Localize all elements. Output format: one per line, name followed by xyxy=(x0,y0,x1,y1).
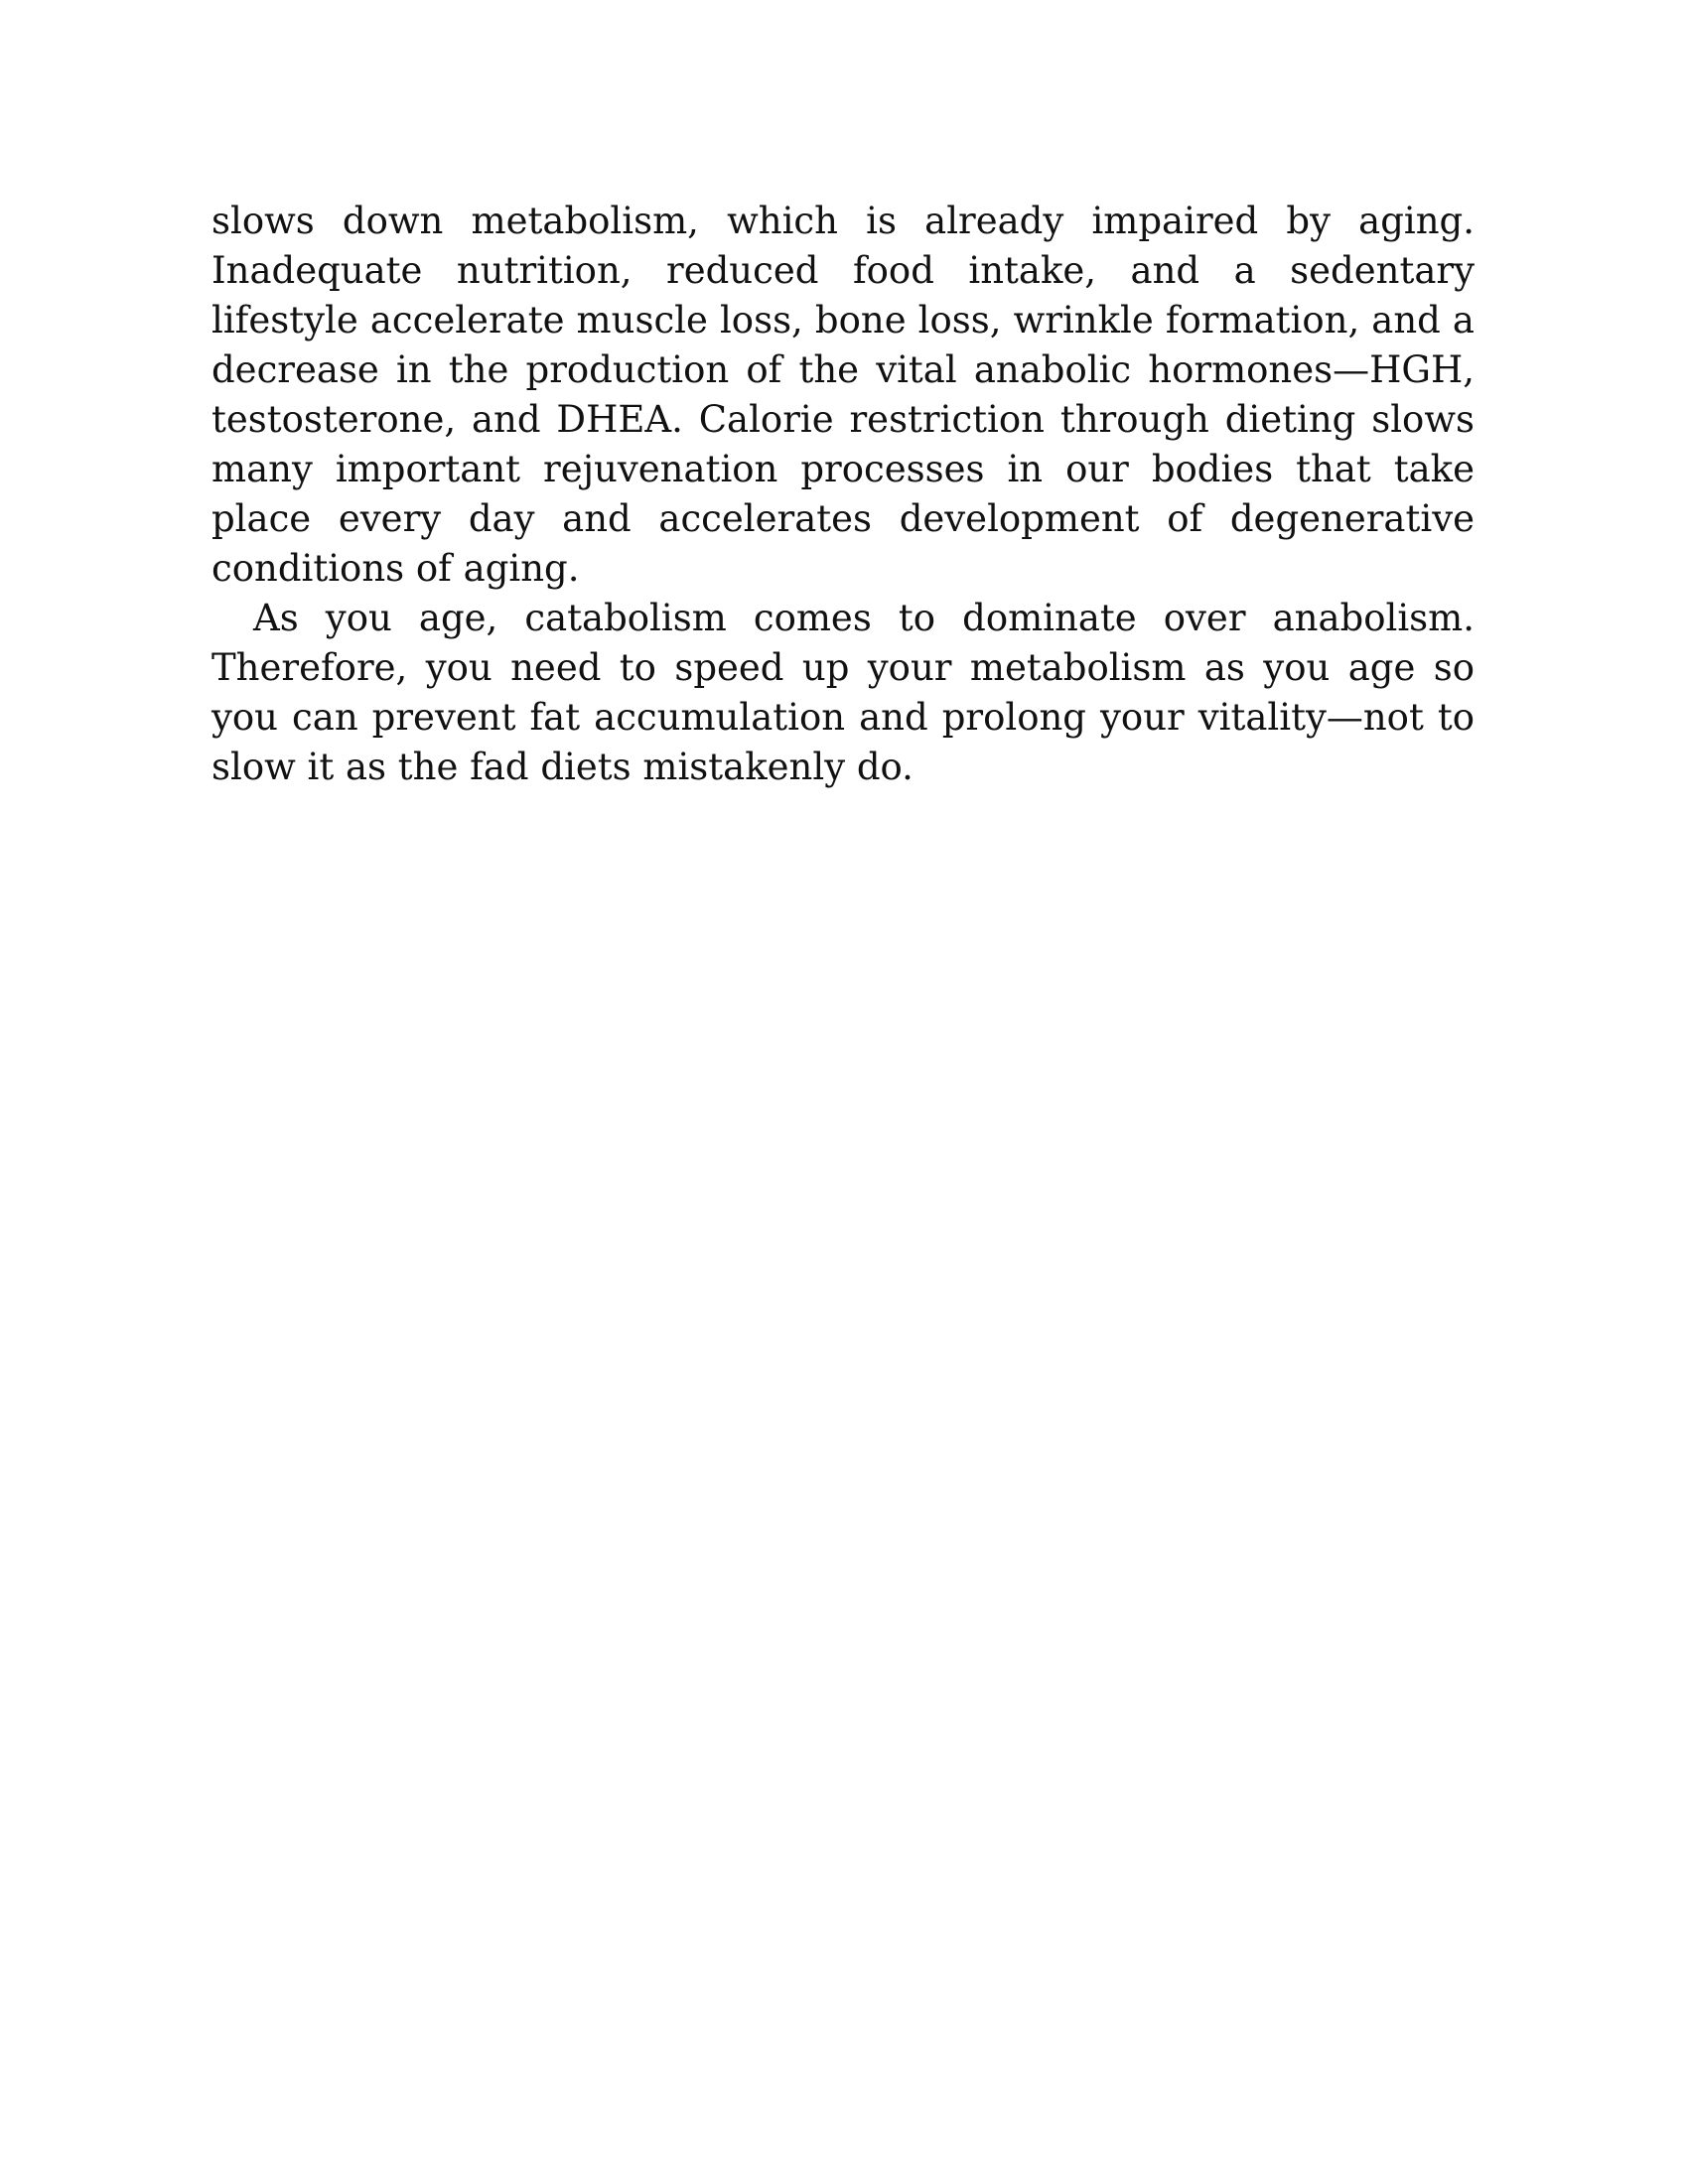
paragraph-continuation: slows down metabolism, which is already impaired by aging. Inadequate nutrition, reduced food intake, and a sedentary lifestyle accelerate muscle loss, bone loss, wrinkle formation, and a decrease in the production of the vital anabolic hormones—HGH, testosterone, and DHEA. Calorie restriction through dieting slows many important rejuvenation processes in our bodies that take place every day and accelerates development of degenerative conditions of aging. xyxy=(211,200,1475,590)
body-text xyxy=(211,197,1475,792)
paragraph-catabolism: As you age, catabolism comes to dominate over anabolism. Therefore, you need to speed up your metabolism as you age so you can prevent fat accumulation and prolong your vitality—not to slow it as the fad diets mistakenly do. xyxy=(211,597,1475,788)
